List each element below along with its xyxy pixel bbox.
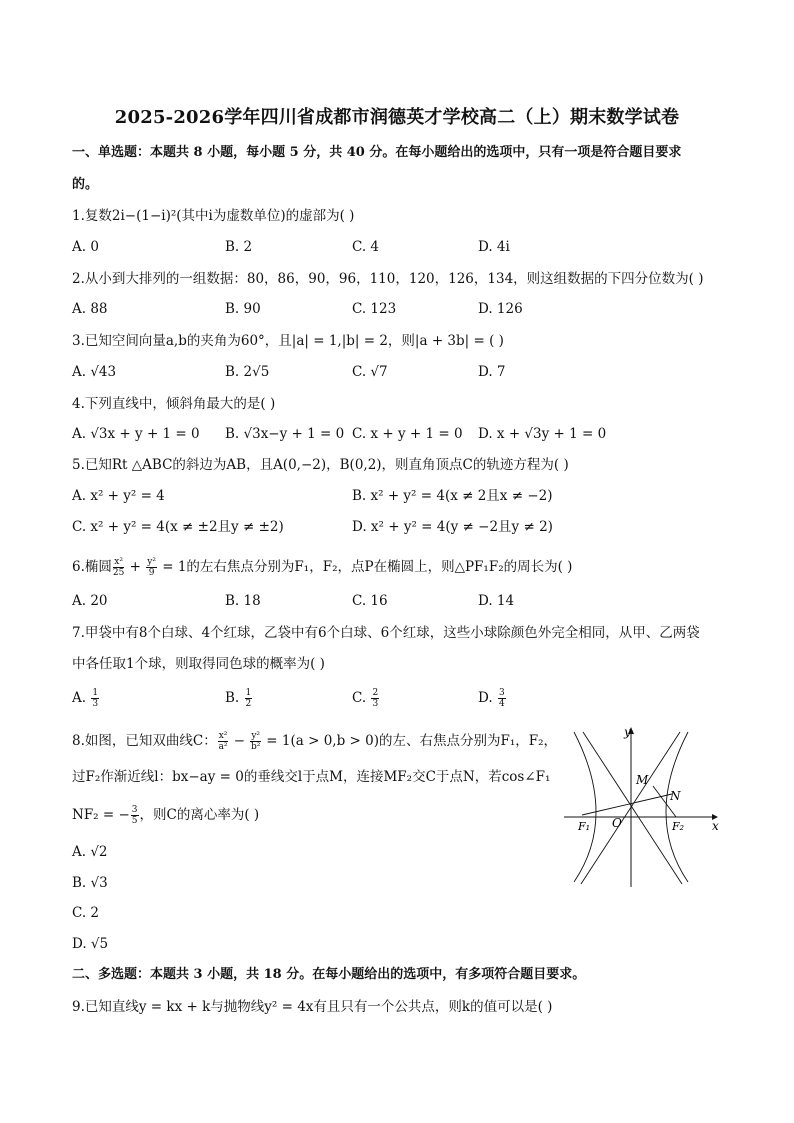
q7-option-d: D. $\frac{3}{4}$ (478, 688, 505, 709)
q1-option-d: D. 4i (478, 239, 510, 255)
q7-option-c: C. $\frac{2}{3}$ (352, 688, 379, 709)
q5-option-c: C. x² + y² = 4(x ≠ ±2且y ≠ ±2) (72, 519, 284, 535)
q2-stem: 2.从小到大排列的一组数据：80，86，90，96，110，120，126，134，则这组数据的下四分位数为( ) (72, 271, 704, 287)
q8-stem-line2: 过F₂作渐近线l：bx−ay = 0的垂线交l于点M，连接MF₂交C于点N，若cos∠F₁ (72, 769, 551, 785)
q4-option-d: D. x + √3y + 1 = 0 (478, 426, 607, 442)
hyperbola-figure (560, 722, 730, 892)
q7-option-a: A. $\frac{1}{3}$ (72, 688, 99, 709)
y-label: y (624, 725, 631, 739)
q1-option-c: C. 4 (352, 239, 380, 255)
q3-stem: 3.已知空间向量a,b的夹角为60°，且|a| = 1,|b| = 2，则|a + 3b| = ( ) (72, 333, 504, 349)
q3-option-c: C. √7 (352, 364, 388, 380)
q9-stem: 9.已知直线y = kx + k与抛物线y² = 4x有且只有一个公共点，则k的值可以是( ) (72, 999, 553, 1015)
q6-stem-pre: 6.椭圆 (72, 559, 112, 575)
q4-option-a: A. √3x + y + 1 = 0 (72, 426, 200, 442)
q6-option-c: C. 16 (352, 593, 388, 609)
q8-cos-frac: $\frac{3}{5}$ (131, 805, 138, 826)
q6-stem: 6.椭圆 $\frac{\text{x²}}{25}$ + $\frac{\text{y²}}{9}$ = 1的左右焦点分别为F₁，F₂，点P在椭圆上，则△PF₁F₂的周长为( ) (72, 557, 573, 578)
q2-option-a: A. 88 (72, 301, 108, 317)
q8-stem-line3: NF₂ = − $\frac{3}{5}$ ，则C的离心率为( ) (72, 805, 260, 826)
q4-stem: 4.下列直线中，倾斜角最大的是( ) (72, 396, 276, 412)
q7-stem-line2: 中各任取1个球，则取得同色球的概率为( ) (72, 656, 325, 672)
q1-option-b: B. 2 (225, 239, 253, 255)
q6-option-d: D. 14 (478, 593, 515, 609)
q8-frac-x: $\frac{\text{x²}}{\text{a²}}$ (218, 731, 228, 752)
q7-option-b: B. $\frac{1}{2}$ (225, 688, 252, 709)
point-m-label: M (636, 773, 649, 787)
q1-option-a: A. 0 (72, 239, 99, 255)
q8-option-d: D. √5 (72, 936, 109, 952)
q2-option-d: D. 126 (478, 301, 523, 317)
x-label: x (712, 819, 719, 833)
q2-option-b: B. 90 (225, 301, 261, 317)
hyperbola-left-branch (574, 732, 596, 882)
q3-option-d: D. 7 (478, 364, 506, 380)
q6-stem-post: = 1的左右焦点分别为F₁，F₂，点P在椭圆上，则△PF₁F₂的周长为( ) (157, 559, 573, 575)
q8-option-c: C. 2 (72, 905, 100, 921)
q8-option-a: A. √2 (72, 844, 108, 860)
q5-option-a: A. x² + y² = 4 (72, 488, 165, 504)
q6-option-a: A. 20 (72, 593, 108, 609)
hyperbola-right-branch (666, 732, 688, 882)
q2-option-c: C. 123 (352, 301, 397, 317)
q6-frac-x: $\frac{\text{x²}}{25}$ (112, 557, 125, 578)
q4-option-b: B. √3x−y + 1 = 0 (225, 426, 345, 442)
q6-frac-y: $\frac{\text{y²}}{9}$ (147, 557, 156, 578)
section1-heading-cont: 的。 (72, 177, 99, 192)
q8-frac-y: $\frac{\text{y²}}{\text{b²}}$ (250, 731, 261, 752)
q8-option-b: B. √3 (72, 875, 108, 891)
f2-label: F₂ (672, 820, 685, 833)
q3-option-a: A. √43 (72, 364, 117, 380)
q5-stem: 5.已知Rt △ABC的斜边为AB，且A(0,−2)，B(0,2)，则直角顶点C的轨迹方程为( ) (72, 457, 569, 473)
section2-heading: 二、多选题：本题共 3 小题，共 18 分。在每小题给出的选项中，有多项符合题目要求。 (72, 967, 586, 982)
point-n-label: N (670, 789, 681, 803)
page-title: 2025-2026学年四川省成都市润德英才学校高二（上）期末数学试卷 (114, 107, 680, 128)
q4-option-c: C. x + y + 1 = 0 (352, 426, 463, 442)
section1-heading: 一、单选题：本题共 8 小题，每小题 5 分，共 40 分。在每小题给出的选项中，只有一项是符合题目要求 (72, 145, 682, 160)
q5-option-d: D. x² + y² = 4(y ≠ −2且y ≠ 2) (352, 519, 553, 535)
q7-stem-line1: 7.甲袋中有8个白球、4个红球，乙袋中有6个白球、6个红球，这些小球除颜色外完全相同，从甲、乙两袋 (72, 625, 700, 641)
f1-label: F₁ (578, 820, 591, 833)
q8-stem-line1: 8.如图，已知双曲线C： $\frac{\text{x²}}{\text{a²}}$ − $\frac{\text{y²}}{\text{b²}}$ = 1(a > 0,b > 0)的左、右焦点分别为F₁，F₂， (72, 731, 558, 752)
asymptote-1 (583, 732, 685, 884)
origin-label: O (612, 816, 622, 830)
q6-option-b: B. 18 (225, 593, 261, 609)
q3-option-b: B. 2√5 (225, 364, 270, 380)
q1-stem: 1.复数2i−(1−i)²(其中i为虚数单位)的虚部为( ) (72, 208, 355, 224)
q5-option-b: B. x² + y² = 4(x ≠ 2且x ≠ −2) (352, 488, 553, 504)
